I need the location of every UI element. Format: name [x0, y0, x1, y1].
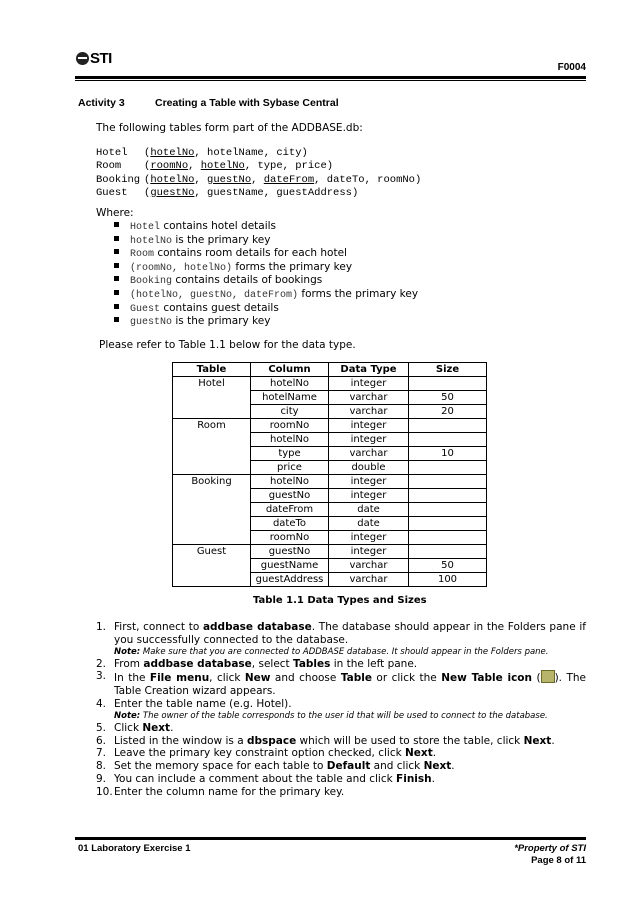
schema-attributes: (: [144, 173, 151, 186]
column-name-cell: type: [251, 447, 329, 461]
step-item: [96, 670, 586, 698]
data-type-cell: integer: [329, 377, 409, 391]
step-text: .: [551, 734, 555, 747]
step-text: .: [431, 772, 435, 785]
step-emphasis: Next: [405, 747, 433, 760]
table-name-cell: Room: [173, 419, 251, 433]
table-name-cell: [173, 517, 251, 531]
bullet-text: is the primary key: [172, 233, 271, 246]
step-text: First, connect to: [114, 621, 203, 633]
step-emphasis: addbase database: [143, 657, 252, 670]
activity-number: Activity 3: [78, 97, 125, 109]
schema-attributes: , type, price): [244, 160, 334, 173]
step-text: Leave the primary key constraint option checked, click: [114, 747, 406, 760]
bullet-code: hotelNo: [130, 235, 173, 247]
table-row: [173, 559, 487, 573]
schema-attributes: ,: [194, 173, 208, 186]
square-bullet-icon: [114, 249, 119, 254]
step-text: , select: [251, 657, 294, 670]
table-row: [173, 475, 487, 489]
bullet-item: [114, 274, 418, 288]
table-row: [173, 517, 487, 531]
size-cell: 10: [409, 447, 487, 461]
schema-attributes: , hotelName, city): [194, 147, 308, 159]
data-type-cell: integer: [329, 419, 409, 433]
schema-attributes: (: [144, 147, 151, 159]
size-cell: [409, 489, 487, 503]
schema-key-attribute: hotelNo: [150, 147, 195, 159]
step-number: 4.: [96, 697, 107, 710]
data-types-table: [172, 362, 487, 587]
bullet-item: [114, 261, 418, 275]
intro-text: The following tables form part of the ADDBASE.db:: [96, 122, 363, 134]
square-bullet-icon: [114, 263, 119, 268]
step-item: [96, 760, 586, 773]
column-name-cell: city: [251, 405, 329, 419]
bullet-code: Guest: [130, 303, 161, 315]
footer-left: 01 Laboratory Exercise 1: [78, 843, 191, 854]
schema-line: [96, 174, 421, 186]
step-text: You can include a comment about the table and click: [114, 772, 397, 785]
step-emphasis: Tables: [293, 657, 331, 670]
column-name-cell: roomNo: [251, 419, 329, 433]
bullet-item: [114, 315, 418, 329]
square-bullet-icon: [114, 276, 119, 281]
table-name-cell: Booking: [173, 475, 251, 489]
bullet-text: contains room details for each hotel: [154, 247, 347, 260]
step-text: or click the: [371, 672, 442, 685]
note-label: Note:: [114, 646, 141, 657]
step-emphasis: Table: [340, 672, 372, 685]
step-text: and click: [370, 760, 424, 773]
step-emphasis: Finish: [396, 772, 432, 785]
step-number: 9.: [96, 772, 107, 785]
schema-attributes: (: [144, 160, 151, 173]
size-cell: [409, 475, 487, 489]
step-text: , click: [209, 672, 245, 685]
table-name-cell: [173, 573, 251, 587]
data-type-cell: varchar: [329, 573, 409, 587]
table-name-cell: [173, 447, 251, 461]
size-cell: 100: [409, 573, 487, 587]
schema-key-attribute: guestNo: [207, 173, 252, 186]
column-name-cell: hotelNo: [251, 377, 329, 391]
schema-table-name: Guest: [96, 186, 128, 199]
step-text: ). The Table Creation wizard appears.: [114, 672, 586, 698]
step-emphasis: Next: [423, 760, 452, 773]
data-type-cell: integer: [329, 545, 409, 559]
step-emphasis: addbase database: [202, 621, 312, 633]
footer-rule: [75, 837, 586, 840]
table-row: [173, 503, 487, 517]
note-text: Make sure that you are connected to ADDBASE database. It should appear in the Folders pane.: [140, 646, 549, 657]
step-item: [96, 773, 586, 786]
footer-property: *Property of STI: [514, 843, 586, 854]
step-number: 6.: [96, 734, 107, 747]
bullet-text: forms the primary key: [232, 260, 353, 273]
data-type-cell: varchar: [329, 447, 409, 461]
bullet-code: Hotel: [130, 222, 161, 233]
step-note: [114, 711, 586, 722]
column-name-cell: guestName: [251, 559, 329, 573]
step-text: (: [532, 672, 541, 685]
data-type-cell: date: [329, 503, 409, 517]
table-header-cell: Column: [251, 363, 329, 377]
step-emphasis: Next: [142, 721, 171, 734]
table-row: [173, 489, 487, 503]
step-text: .: [170, 721, 174, 734]
step-number: 7.: [96, 747, 107, 760]
step-item: [96, 735, 586, 748]
step-number: 10.: [96, 785, 113, 798]
size-cell: [409, 531, 487, 545]
table-header-cell: Data Type: [329, 363, 409, 377]
size-cell: [409, 419, 487, 433]
step-item: [96, 747, 586, 760]
steps-list: [96, 621, 586, 799]
column-name-cell: hotelNo: [251, 433, 329, 447]
bullet-text: contains guest details: [160, 301, 279, 314]
footer-right: [514, 843, 586, 867]
schema-table-name: Room: [96, 160, 122, 173]
table-row: [173, 433, 487, 447]
size-cell: [409, 377, 487, 391]
table-row: [173, 447, 487, 461]
where-bullets: [114, 220, 418, 329]
step-note: [114, 647, 586, 658]
data-type-cell: date: [329, 517, 409, 531]
column-name-cell: guestNo: [251, 489, 329, 503]
table-name-cell: Hotel: [173, 377, 251, 391]
table-row: [173, 461, 487, 475]
step-item: [96, 786, 586, 799]
globe-icon: [76, 52, 89, 65]
table-name-cell: [173, 391, 251, 405]
column-name-cell: guestAddress: [251, 573, 329, 587]
size-cell: [409, 545, 487, 559]
square-bullet-icon: [114, 317, 119, 322]
bullet-code: Booking: [130, 276, 173, 288]
step-text: in the left pane.: [330, 657, 418, 670]
table-row: [173, 405, 487, 419]
column-name-cell: hotelName: [251, 391, 329, 405]
step-text: Set the memory space for each table to: [114, 760, 327, 773]
step-number: 5.: [96, 721, 107, 734]
size-cell: [409, 517, 487, 531]
table-row: [173, 545, 487, 559]
new-table-icon: [541, 670, 555, 683]
data-type-cell: varchar: [329, 405, 409, 419]
size-cell: [409, 503, 487, 517]
document-id: F0004: [557, 62, 586, 73]
table-caption: Table 1.1 Data Types and Sizes: [253, 595, 427, 606]
schema-table-name: Booking: [96, 173, 141, 186]
table-header-cell: Table: [173, 363, 251, 377]
logo-text: STI: [90, 50, 112, 67]
note-label: Note:: [114, 710, 141, 721]
step-item: [96, 621, 586, 658]
bullet-item: [114, 302, 418, 316]
activity-title: Creating a Table with Sybase Central: [155, 97, 339, 109]
table-name-cell: [173, 559, 251, 573]
schema-key-attribute: hotelNo: [150, 173, 195, 186]
schema-key-attribute: dateFrom: [263, 173, 315, 186]
table-row: [173, 573, 487, 587]
step-text: Enter the table name (e.g. Hotel).: [114, 697, 292, 710]
bullet-text: is the primary key: [172, 315, 271, 328]
step-emphasis: Default: [326, 760, 371, 773]
schema-line: [96, 147, 308, 159]
header-rule: [75, 76, 586, 79]
schema-attributes: (: [144, 186, 151, 199]
size-cell: 50: [409, 391, 487, 405]
bullet-item: [114, 247, 418, 261]
schema-attributes: , guestName, guestAddress): [194, 186, 359, 199]
square-bullet-icon: [114, 304, 119, 309]
column-name-cell: guestNo: [251, 545, 329, 559]
square-bullet-icon: [114, 236, 119, 241]
table-name-cell: [173, 433, 251, 447]
schema-line: [96, 160, 333, 172]
step-number: 2.: [96, 657, 107, 670]
table-name-cell: [173, 461, 251, 475]
data-type-cell: integer: [329, 531, 409, 545]
step-text: .: [451, 760, 455, 773]
step-emphasis: File menu: [149, 672, 210, 685]
where-label: Where:: [96, 207, 134, 219]
step-text: which will be used to store the table, click: [296, 734, 524, 747]
table-name-cell: [173, 405, 251, 419]
step-item: [96, 658, 586, 671]
table-name-cell: [173, 489, 251, 503]
step-number: 3.: [96, 670, 107, 683]
activity-heading: [78, 97, 339, 109]
table-row: [173, 391, 487, 405]
refer-text: Please refer to Table 1.1 below for the data type.: [99, 339, 356, 351]
size-cell: 20: [409, 405, 487, 419]
bullet-text: contains details of bookings: [172, 274, 323, 287]
schema-key-attribute: roomNo: [150, 160, 189, 173]
step-number: 1.: [96, 621, 107, 633]
bullet-item: [114, 288, 418, 302]
step-emphasis: Next: [523, 734, 552, 747]
data-type-cell: double: [329, 461, 409, 475]
size-cell: 50: [409, 559, 487, 573]
schema-key-attribute: hotelNo: [200, 160, 245, 173]
data-type-cell: integer: [329, 433, 409, 447]
bullet-item: [114, 220, 418, 234]
column-name-cell: dateFrom: [251, 503, 329, 517]
note-text: The owner of the table corresponds to the user id that will be used to connect to the database.: [140, 710, 548, 721]
column-name-cell: dateTo: [251, 517, 329, 531]
step-text: Click: [114, 721, 143, 734]
step-text: From: [114, 657, 144, 670]
step-text: Enter the column name for the primary key.: [114, 785, 345, 798]
size-cell: [409, 433, 487, 447]
size-cell: [409, 461, 487, 475]
sti-logo: [76, 50, 112, 67]
footer-page: Page 8 of 11: [531, 855, 586, 866]
step-number: 8.: [96, 760, 107, 773]
step-text: .: [432, 747, 437, 760]
step-item: [96, 722, 586, 735]
schema-line: [96, 187, 358, 199]
step-text: Listed in the window is a: [114, 734, 247, 747]
table-name-cell: [173, 503, 251, 517]
bullet-code: (hotelNo, guestNo, dateFrom): [130, 289, 299, 301]
step-text: In the: [114, 672, 150, 685]
step-emphasis: New Table icon: [441, 672, 532, 685]
column-name-cell: price: [251, 461, 329, 475]
step-text: . The database should appear in the Folders pane if you successfully connected to the database.: [114, 621, 586, 646]
schema-attributes: , dateTo, roomNo): [314, 173, 422, 186]
schema-table-name: Hotel: [96, 147, 128, 159]
data-type-cell: integer: [329, 489, 409, 503]
data-type-cell: varchar: [329, 559, 409, 573]
square-bullet-icon: [114, 222, 119, 227]
bullet-code: guestNo: [130, 317, 173, 329]
schema-attributes: ,: [188, 160, 201, 173]
table-header-cell: Size: [409, 363, 487, 377]
column-name-cell: hotelNo: [251, 475, 329, 489]
step-emphasis: New: [244, 672, 271, 685]
data-type-cell: integer: [329, 475, 409, 489]
table-name-cell: [173, 531, 251, 545]
bullet-text: contains hotel details: [160, 220, 277, 232]
bullet-code: Room: [130, 249, 155, 261]
square-bullet-icon: [114, 290, 119, 295]
step-item: [96, 698, 586, 722]
bullet-code: (roomNo, hotelNo): [130, 262, 233, 274]
data-type-cell: varchar: [329, 391, 409, 405]
table-row: [173, 531, 487, 545]
table-row: [173, 377, 487, 391]
schema-key-attribute: guestNo: [150, 186, 195, 199]
bullet-text: forms the primary key: [298, 287, 419, 300]
header-rule-thin: [75, 80, 586, 81]
step-emphasis: dbspace: [246, 734, 297, 747]
schema-attributes: ,: [251, 173, 264, 186]
table-row: [173, 419, 487, 433]
bullet-item: [114, 234, 418, 248]
table-name-cell: Guest: [173, 545, 251, 559]
column-name-cell: roomNo: [251, 531, 329, 545]
step-text: and choose: [270, 672, 341, 685]
